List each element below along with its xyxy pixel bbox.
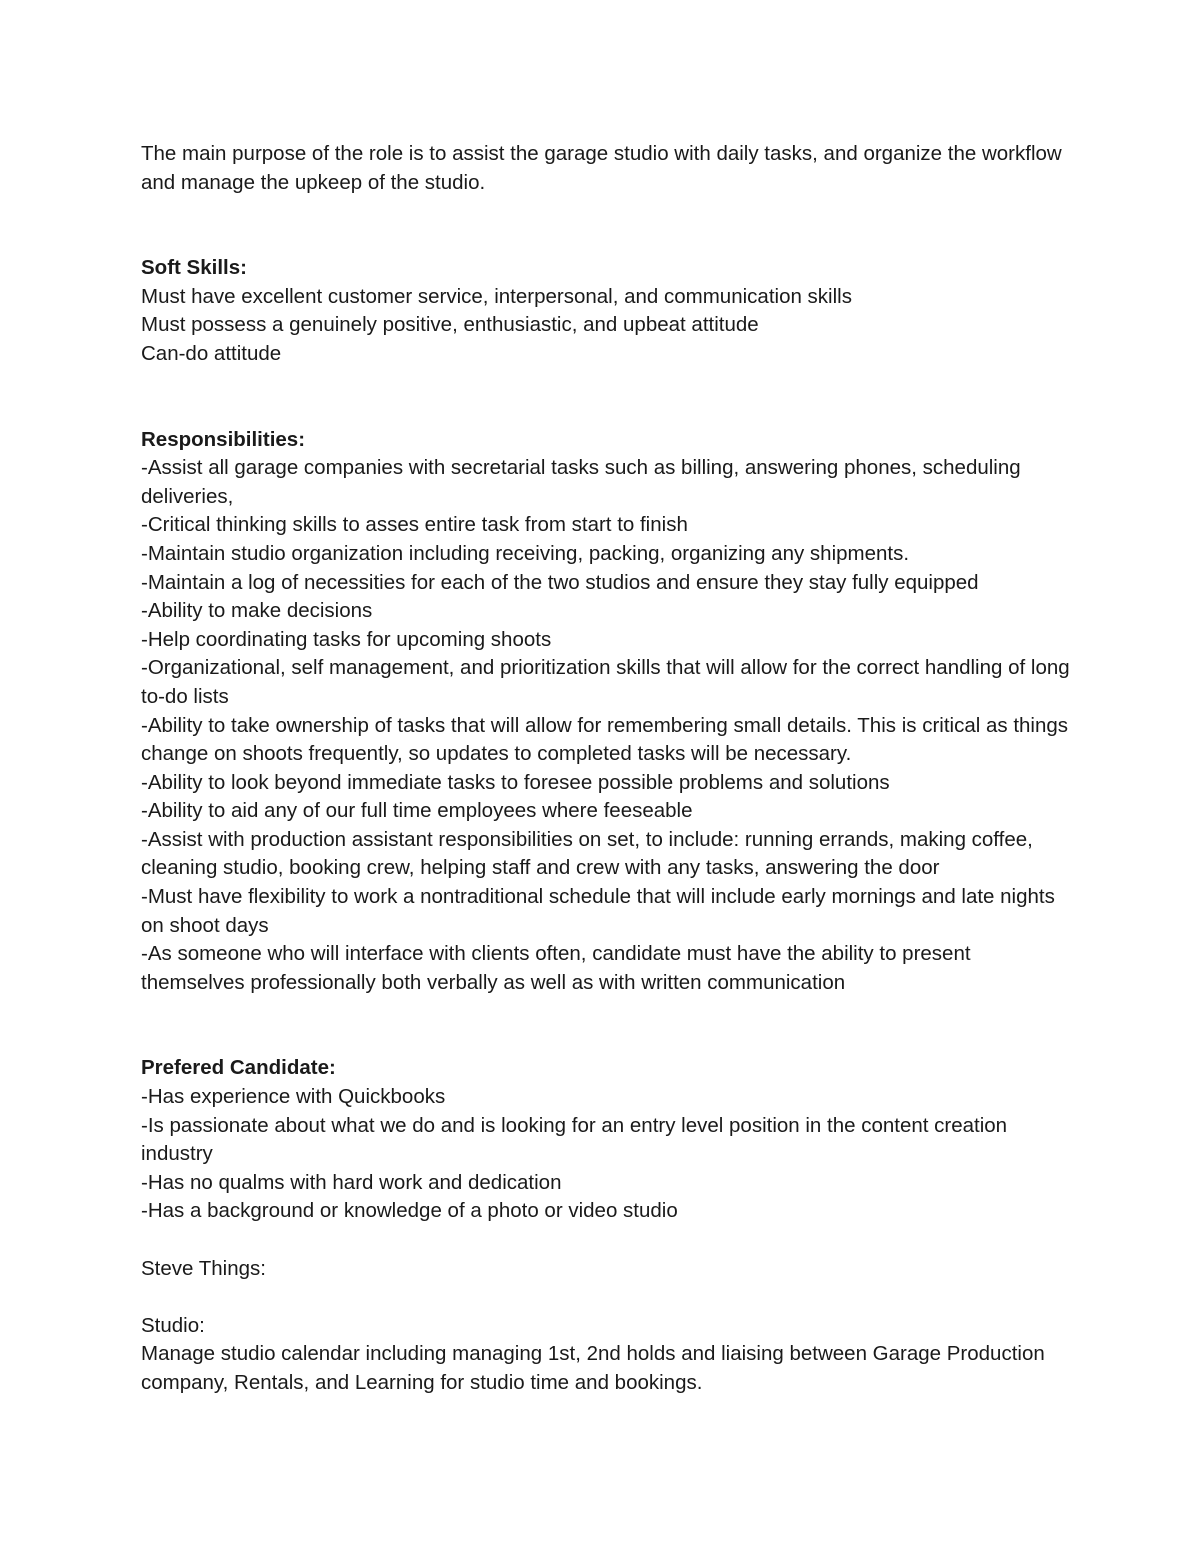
responsibilities-heading: Responsibilities: bbox=[141, 427, 306, 451]
studio-text: Manage studio calendar including managing 1st, 2nd holds and liaising between Garage Production company, Rentals, and Learning for studio time and bookings. bbox=[141, 1342, 1045, 1394]
studio-section bbox=[141, 1312, 1071, 1398]
studio-heading: Studio: bbox=[141, 1313, 205, 1337]
responsibility-item: -Ability to look beyond immediate tasks to foresee possible problems and solutions bbox=[141, 770, 890, 794]
responsibility-item: -Ability to take ownership of tasks that will allow for remembering small details. This is critical as things change on shoots frequently, so updates to completed tasks will be necessary. bbox=[141, 713, 1069, 766]
responsibility-item: -Help coordinating tasks for upcoming shoots bbox=[141, 627, 552, 651]
soft-skills-heading: Soft Skills: bbox=[141, 256, 247, 280]
responsibility-item: -Maintain a log of necessities for each of the two studios and ensure they stay fully equipped bbox=[141, 570, 979, 594]
responsibility-item: -Assist all garage companies with secretarial tasks such as billing, answering phones, scheduling deliveries, bbox=[141, 456, 1021, 508]
soft-skill-item: Must possess a genuinely positive, enthusiastic, and upbeat attitude bbox=[141, 313, 759, 337]
soft-skills-section bbox=[141, 254, 1071, 368]
steve-things-label: Steve Things: bbox=[141, 1256, 266, 1280]
intro-paragraph: The main purpose of the role is to assist the garage studio with daily tasks, and organize the workflow and manage the upkeep of the studio. bbox=[141, 142, 1062, 194]
responsibility-item: -Ability to make decisions bbox=[141, 599, 373, 623]
document-page bbox=[141, 140, 1071, 1398]
preferred-candidate-heading: Prefered Candidate: bbox=[141, 1056, 336, 1080]
preferred-candidate-item: -Is passionate about what we do and is looking for an entry level position in the content creation industry bbox=[141, 1113, 1008, 1166]
responsibility-item: -Assist with production assistant responsibilities on set, to include: running errands, making coffee, cleaning studio, booking crew, helping staff and crew with any tasks, answering the door bbox=[141, 827, 1033, 880]
responsibility-item: -Organizational, self management, and prioritization skills that will allow for the correct handling of long to-do lists bbox=[141, 656, 1070, 708]
spacer bbox=[141, 197, 1071, 254]
responsibility-item: -As someone who will interface with clients often, candidate must have the ability to present themselves professionally both verbally as well as with written communication bbox=[141, 942, 971, 994]
spacer bbox=[141, 369, 1071, 426]
preferred-candidate-section bbox=[141, 1054, 1071, 1226]
spacer bbox=[141, 997, 1071, 1054]
responsibility-item: -Must have flexibility to work a nontraditional schedule that will include early mornings and late nights on shoot days bbox=[141, 885, 1055, 937]
spacer bbox=[141, 1226, 1071, 1255]
responsibility-item: -Critical thinking skills to asses entire task from start to finish bbox=[141, 513, 688, 537]
preferred-candidate-item: -Has experience with Quickbooks bbox=[141, 1085, 446, 1109]
soft-skill-item: Must have excellent customer service, interpersonal, and communication skills bbox=[141, 284, 852, 308]
spacer bbox=[141, 1283, 1071, 1312]
responsibility-item: -Ability to aid any of our full time employees where feeseable bbox=[141, 799, 693, 823]
preferred-candidate-item: -Has no qualms with hard work and dedication bbox=[141, 1170, 562, 1194]
responsibilities-section bbox=[141, 426, 1071, 998]
soft-skill-item: Can-do attitude bbox=[141, 341, 282, 365]
responsibility-item: -Maintain studio organization including receiving, packing, organizing any shipments. bbox=[141, 541, 910, 565]
preferred-candidate-item: -Has a background or knowledge of a photo or video studio bbox=[141, 1199, 678, 1223]
